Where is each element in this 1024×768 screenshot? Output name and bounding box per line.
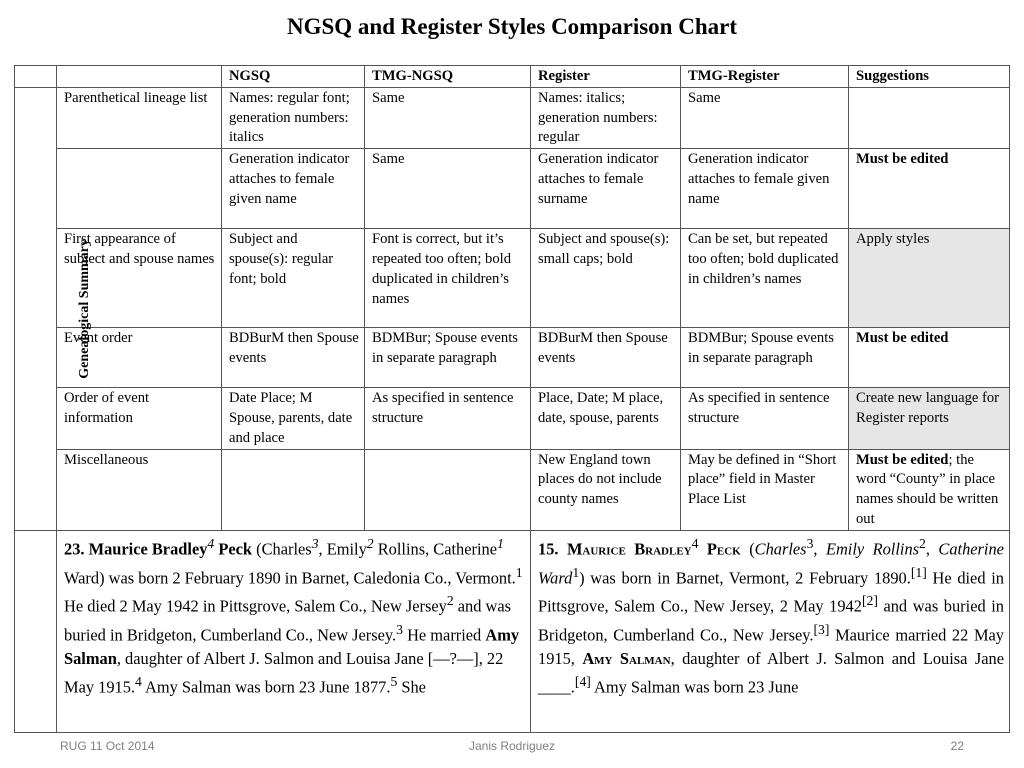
tmg-register-cell: As specified in sentence structure <box>681 388 849 449</box>
suggestion-cell <box>849 87 1010 148</box>
footnote-marker: 2 <box>446 593 454 609</box>
tmg-ngsq-cell: Font is correct, but it’s repeated too often; bold duplicated in children’s names <box>365 229 531 328</box>
text-run: ( <box>749 539 755 559</box>
ngsq-cell <box>222 449 365 530</box>
text-run: Amy Salman was born 23 June <box>590 677 799 697</box>
subject-name: Maurice Bradley <box>566 539 692 559</box>
slide-number: 22 <box>950 739 964 753</box>
register-cell: BDBurM then Spouse events <box>531 328 681 388</box>
table-row <box>15 149 1010 229</box>
suggestion-cell: Create new language for Register reports <box>849 388 1010 449</box>
register-cell: Place, Date; M place, date, spouse, parents <box>531 388 681 449</box>
tmg-ngsq-cell <box>365 449 531 530</box>
tmg-register-cell: Can be set, but repeated too often; bold duplicated in children’s names <box>681 229 849 328</box>
text-run: He died 2 May 1942 in Pittsgrove, Salem Co., New Jersey <box>64 596 447 616</box>
tmg-ngsq-cell: Same <box>365 149 531 229</box>
footnote-marker: 4 <box>135 674 142 690</box>
table-header-row <box>15 66 1010 88</box>
text-run: , Emily <box>318 539 367 559</box>
tmg-ngsq-cell: As specified in sentence structure <box>365 388 531 449</box>
comparison-table <box>14 65 1010 733</box>
header-tmg-ngsq: TMG-NGSQ <box>365 66 531 88</box>
ancestor-name: Charles <box>754 539 807 559</box>
tmg-register-cell: May be defined in “Short place” field in Master Place List <box>681 449 849 530</box>
footer-author: Janis Rodriguez <box>468 739 556 753</box>
footnote-marker: [4] <box>574 674 591 690</box>
text-run: He died in Pittsgrove, Salem Co., New Jersey, 2 May 1942 <box>538 568 1004 616</box>
person-number: 23. <box>64 539 85 559</box>
section-label: Genealogical Summary <box>76 238 92 379</box>
text-run: and was buried in Bridgeton, Cumberland Co., New Jersey. <box>64 596 512 645</box>
subject-surname: Peck <box>218 539 253 559</box>
feature-cell: Parenthetical lineage list <box>57 87 222 148</box>
spouse-name: Amy Salman <box>582 648 671 668</box>
slide-title: NGSQ and Register Styles Comparison Chart <box>286 14 737 39</box>
feature-cell: Event order <box>57 328 222 388</box>
footnote-marker: [1] <box>910 564 927 580</box>
generation-number: 4 <box>207 535 215 551</box>
text-run: , <box>925 539 939 559</box>
generation-number: 2 <box>919 535 926 551</box>
tmg-ngsq-cell: Same <box>365 87 531 148</box>
generation-number: 1 <box>572 564 580 580</box>
footnote-marker: [2] <box>861 593 878 609</box>
suggestion-cell <box>849 449 1010 530</box>
text-run: , daughter of Albert J. Salmon and Louisa Jane [—?—], 22 May 1915. <box>64 648 504 697</box>
text-run: , daughter of Albert J. Salmon and Louisa Jane ____. <box>538 648 1004 697</box>
example-blank <box>15 530 57 732</box>
feature-cell: First appearance of subject and spouse names <box>57 229 222 328</box>
suggestion-cell: Apply styles <box>849 229 1010 328</box>
header-tmg-register: TMG-Register <box>681 66 849 88</box>
feature-cell <box>57 149 222 229</box>
suggestion-emphasis: Must be edited <box>856 451 949 468</box>
text-run: Rollins, Catherine <box>373 539 497 559</box>
spouse-name: Amy Salman <box>64 625 520 668</box>
suggestion-cell: Must be edited <box>849 149 1010 229</box>
text-run: Maurice married 22 May 1915, <box>538 625 1004 668</box>
table-row <box>15 229 1010 328</box>
ngsq-cell: Subject and spouse(s): regular font; bold <box>222 229 365 328</box>
ngsq-cell: Date Place; M Spouse, parents, date and place <box>222 388 365 449</box>
table-row <box>15 449 1010 530</box>
text-run: (Charles <box>256 539 312 559</box>
feature-cell: Miscellaneous <box>57 449 222 530</box>
tmg-register-cell: BDMBur; Spouse events in separate paragraph <box>681 328 849 388</box>
table-row <box>15 388 1010 449</box>
table-row <box>15 328 1010 388</box>
person-number: 15. <box>538 539 559 559</box>
subject-name: Maurice Bradley <box>88 539 208 559</box>
register-cell: Generation indicator attaches to female surname <box>531 149 681 229</box>
text-run: Ward) was born 2 February 1890 in Barnet, Caledonia Co., Vermont. <box>64 568 516 587</box>
generation-number: 4 <box>691 535 699 551</box>
header-ngsq: NGSQ <box>222 66 365 88</box>
subject-surname: Peck <box>706 539 741 559</box>
ngsq-cell: Names: regular font; generation numbers: italics <box>222 87 365 148</box>
register-example <box>531 530 1010 732</box>
ancestor-name: Catherine Ward <box>538 539 1004 587</box>
suggestion-cell: Must be edited <box>849 328 1010 388</box>
generation-number: 2 <box>366 535 374 551</box>
text-run: , <box>813 539 826 559</box>
example-row <box>15 530 1010 732</box>
text-run: and was buried in Bridgeton, Cumberland Co., New Jersey. <box>538 596 1004 645</box>
header-suggestions: Suggestions <box>849 66 1010 88</box>
header-blank <box>15 66 57 88</box>
text-run: He married <box>402 625 486 645</box>
text-run: ) was born in Barnet, Vermont, 2 February 1890. <box>579 568 911 587</box>
suggestion-text: ; the word “County” in place names should be written out <box>856 451 999 527</box>
section-label-cell <box>15 87 92 530</box>
footnote-marker: [3] <box>813 622 830 638</box>
ancestor-name: Emily Rollins <box>825 539 920 559</box>
header-blank <box>57 66 222 88</box>
comparison-chart <box>14 65 1009 720</box>
feature-cell: Order of event information <box>57 388 222 449</box>
footer-date: RUG 11 Oct 2014 <box>60 739 155 753</box>
table-row <box>15 87 1010 148</box>
generation-number: 3 <box>806 535 814 551</box>
ngsq-example <box>57 530 531 732</box>
ngsq-cell: BDBurM then Spouse events <box>222 328 365 388</box>
tmg-ngsq-cell: BDMBur; Spouse events in separate paragraph <box>365 328 531 388</box>
footnote-marker: 5 <box>390 674 398 690</box>
tmg-register-cell: Generation indicator attaches to female given name <box>681 149 849 229</box>
text-run: Amy Salman was born 23 June 1877. <box>141 677 391 697</box>
generation-number: 1 <box>496 535 504 551</box>
register-cell: New England town places do not include county names <box>531 449 681 530</box>
header-register: Register <box>531 66 681 88</box>
tmg-register-cell: Same <box>681 87 849 148</box>
footnote-marker: 3 <box>396 622 403 638</box>
footnote-marker: 1 <box>515 564 523 580</box>
ngsq-cell: Generation indicator attaches to female given name <box>222 149 365 229</box>
register-cell: Names: italics; generation numbers: regular <box>531 87 681 148</box>
text-run: She <box>397 677 426 697</box>
generation-number: 3 <box>311 535 319 551</box>
register-cell: Subject and spouse(s): small caps; bold <box>531 229 681 328</box>
